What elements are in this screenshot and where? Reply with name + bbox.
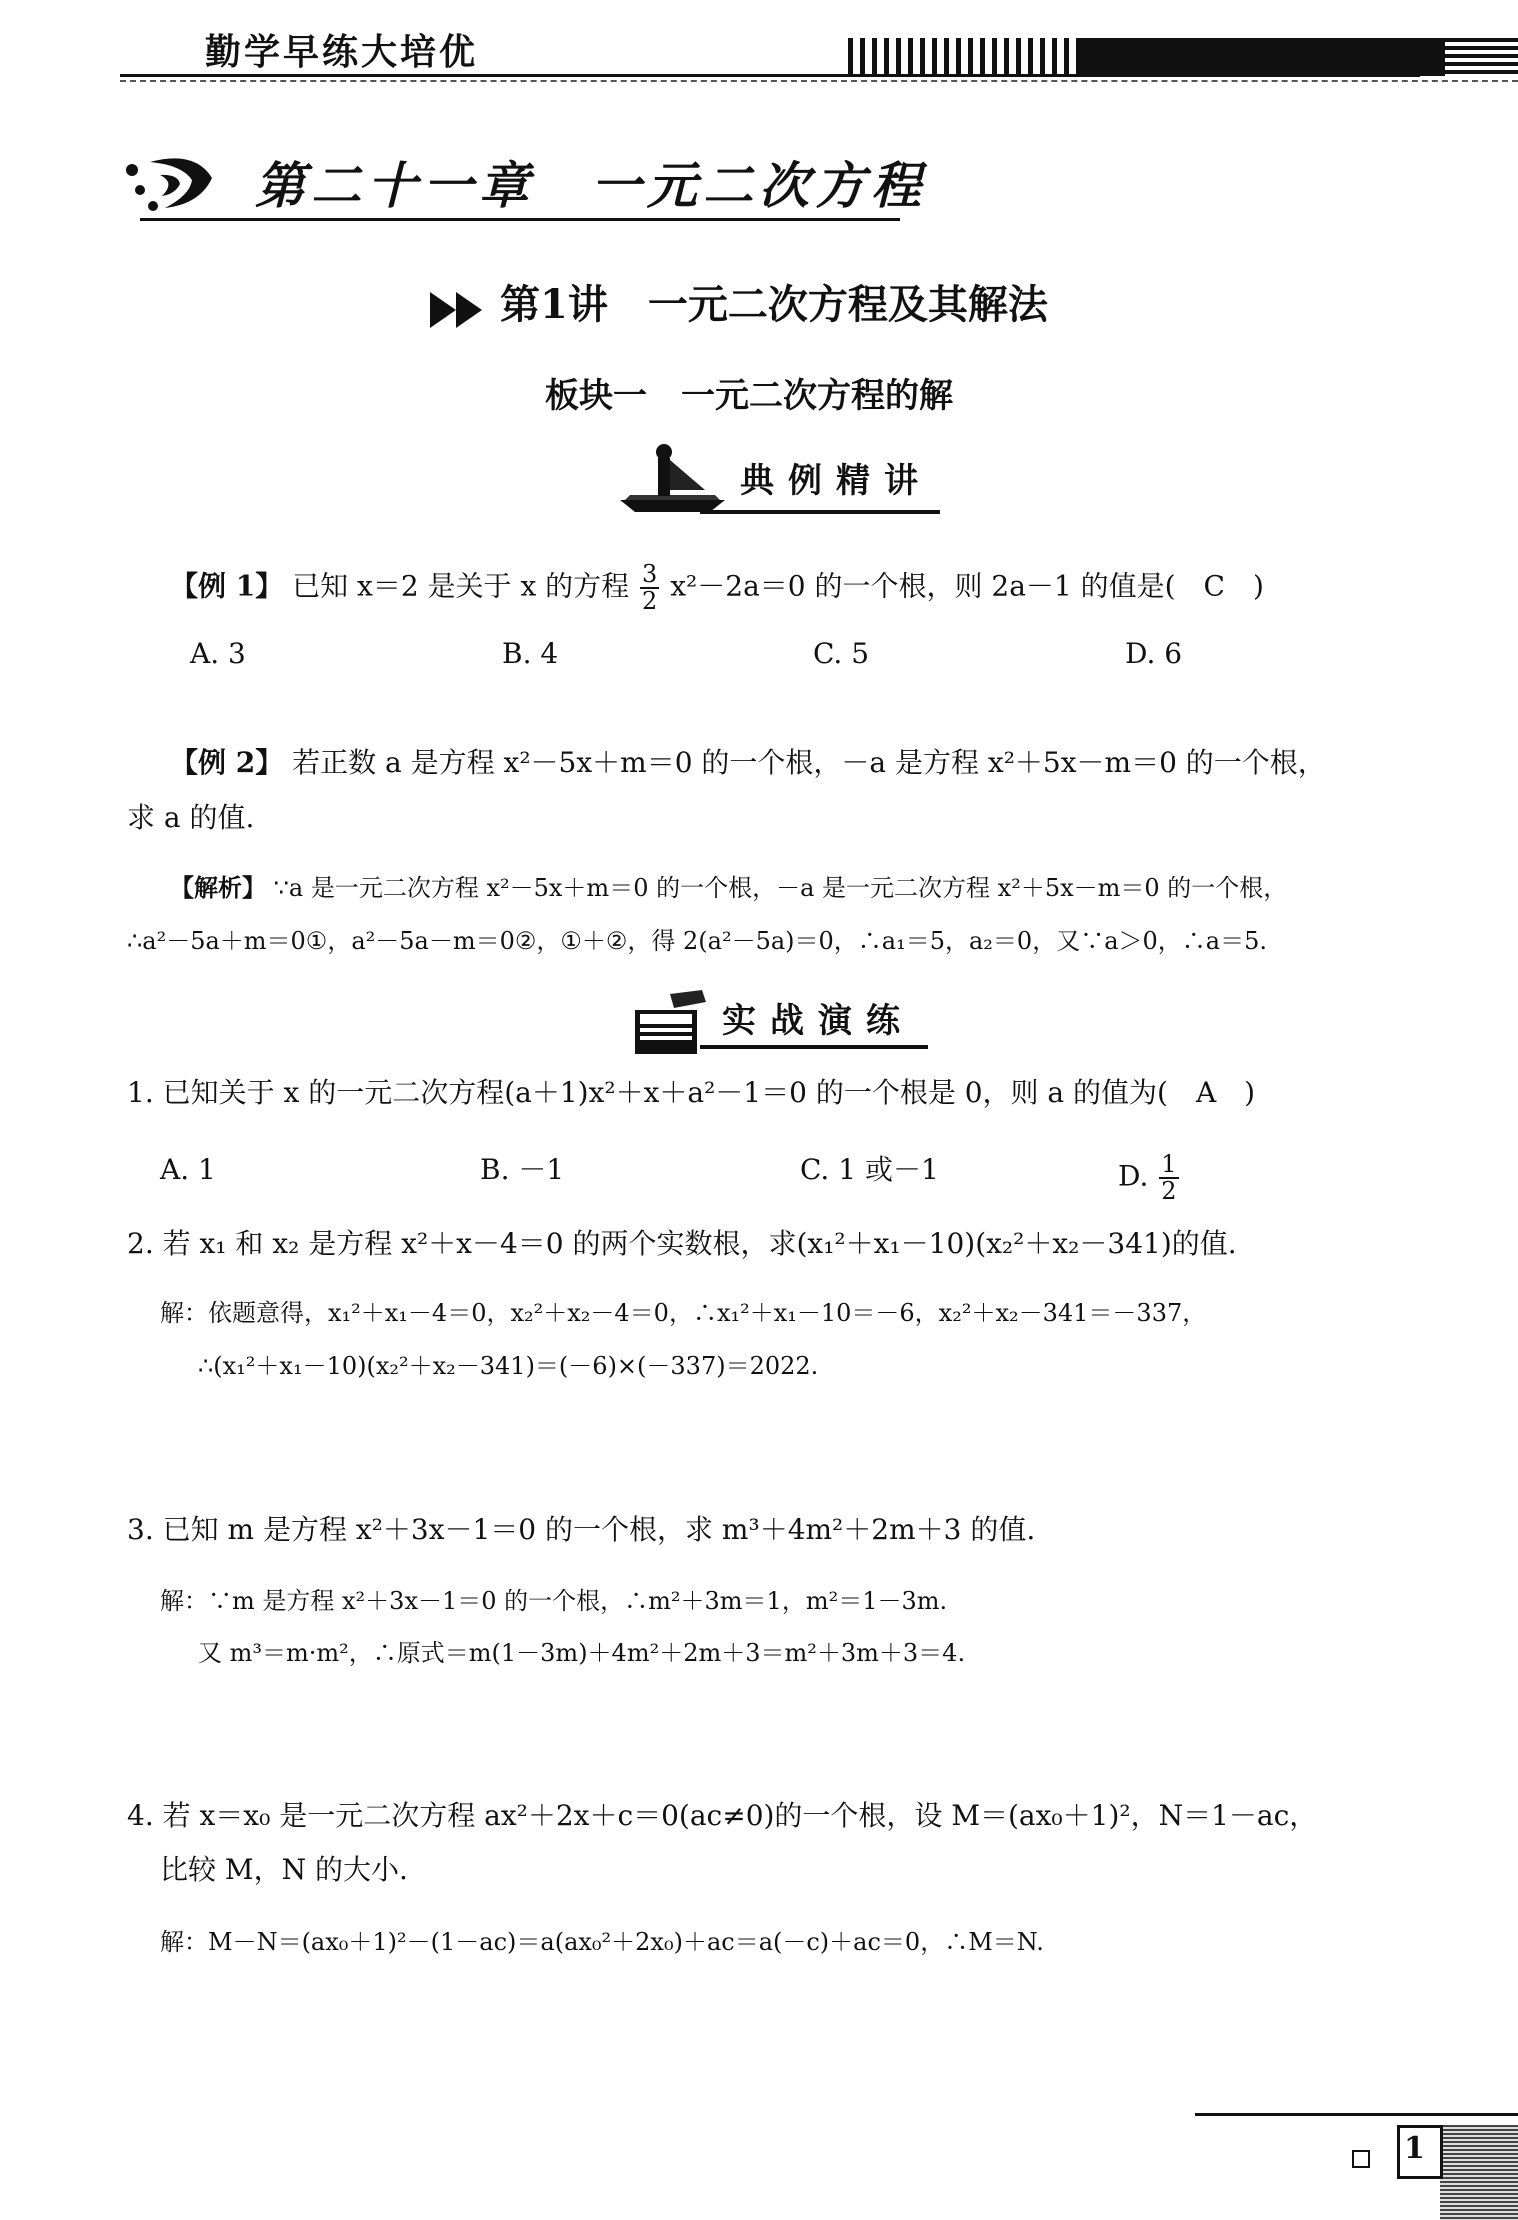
problem1-option-b: B. －1 <box>480 1153 565 1186</box>
header-lines-decoration <box>1445 38 1518 76</box>
problem4-text1: 4. 若 x＝x₀ 是一元二次方程 ax²＋2x＋c＝0(ac≠0)的一个根，设 M＝(ax₀＋1)²，N＝1－ac， <box>127 1799 1318 1832</box>
option-d-label: D. <box>1118 1159 1149 1193</box>
footer-decoration <box>1440 2125 1518 2220</box>
ship-badge-icon <box>620 440 730 515</box>
problem3-text: 3. 已知 m 是方程 x²＋3x－1＝0 的一个根，求 m³＋4m²＋2m＋3 的值. <box>127 1513 1036 1546</box>
problem1-option-c: C. 1 或－1 <box>800 1153 939 1186</box>
chapter-title: 第二十一章 一元二次方程 <box>255 156 927 215</box>
header-dashed-rule <box>120 80 1518 82</box>
analysis-text1: ∵a 是一元二次方程 x²－5x＋m＝0 的一个根，－a 是一元二次方程 x²＋5x－m＝0 的一个根， <box>273 874 1288 902</box>
example2-label: 【例 2】 <box>170 746 284 779</box>
fraction-denominator: 2 <box>642 587 658 616</box>
fraction-numerator: 3 <box>642 560 658 588</box>
example1-fraction <box>640 562 659 614</box>
problem4-text2: 比较 M，N 的大小. <box>160 1853 408 1886</box>
analysis-label: 【解析】 <box>170 873 266 902</box>
header-black-bar <box>1080 38 1450 76</box>
example1-option-b: B. 4 <box>502 637 559 670</box>
example1-label: 【例 1】 <box>170 569 284 603</box>
problem3-solution2: 又 m³＝m·m²，∴原式＝m(1－3m)＋4m²＋2m＋3＝m²＋3m＋3＝4. <box>198 1639 966 1667</box>
section-practice-title: 实战演练 <box>722 1001 914 1041</box>
example2-text1: 若正数 a 是方程 x²－5x＋m＝0 的一个根，－a 是方程 x²＋5x－m＝0 的一个根， <box>292 746 1326 779</box>
example1-option-d: D. 6 <box>1125 637 1183 670</box>
example2-analysis1 <box>170 873 1287 903</box>
example1-line <box>170 562 1264 614</box>
book-badge-icon <box>630 990 708 1060</box>
problem2-solution1: 解：依题意得，x₁²＋x₁－4＝0，x₂²＋x₂－4＝0，∴x₁²＋x₁－10＝－6，x₂²＋x₂－341＝－337， <box>160 1299 1207 1327</box>
section-examples-title: 典例精讲 <box>740 461 932 501</box>
footer-rule <box>1195 2113 1518 2116</box>
option-d-fraction <box>1159 1152 1178 1204</box>
problem2-solution2: ∴(x₁²＋x₁－10)(x₂²＋x₂－341)＝(－6)×(－337)＝2022. <box>198 1352 819 1380</box>
page-number: 1 <box>1404 2131 1425 2166</box>
fraction-denominator: 2 <box>1161 1177 1177 1206</box>
footer-small-square <box>1352 2150 1370 2168</box>
problem3-solution1: 解：∵m 是方程 x²＋3x－1＝0 的一个根，∴m²＋3m＝1，m²＝1－3m. <box>160 1587 948 1615</box>
example1-text-after: x²－2a＝0 的一个根，则 2a－1 的值是( C ) <box>670 569 1264 603</box>
example2-analysis2: ∴a²－5a＋m＝0①，a²－5a－m＝0②，①＋②，得 2(a²－5a)＝0，∴a₁＝5，a₂＝0，又∵a＞0，∴a＝5. <box>127 927 1267 955</box>
example2-line2: 求 a 的值. <box>127 801 255 834</box>
section-examples-underline <box>700 510 940 514</box>
fraction-numerator: 1 <box>1161 1150 1177 1178</box>
problem1-text: 1. 已知关于 x 的一元二次方程(a＋1)x²＋x＋a²－1＝0 的一个根是 0，则 a 的值为( A ) <box>127 1076 1256 1109</box>
block-title: 板块一 一元二次方程的解 <box>545 376 953 416</box>
header-rule <box>120 74 1420 77</box>
example1-option-c: C. 5 <box>813 637 870 670</box>
example2-line1 <box>170 745 1326 780</box>
example1-text-before: 已知 x＝2 是关于 x 的方程 <box>292 569 630 603</box>
problem1-option-a: A. 1 <box>160 1153 216 1186</box>
section-practice-underline <box>700 1045 928 1049</box>
chapter-swirl-icon <box>120 140 220 220</box>
header-title: 勤学早练大培优 <box>205 32 479 73</box>
problem2-text: 2. 若 x₁ 和 x₂ 是方程 x²＋x－4＝0 的两个实数根，求(x₁²＋x₁－10)(x₂²＋x₂－341)的值. <box>127 1227 1237 1260</box>
problem4-solution: 解：M－N＝(ax₀＋1)²－(1－ac)＝a(ax₀²＋2x₀)＋ac＝a(－c)＋ac＝0，∴M＝N. <box>160 1928 1044 1956</box>
chapter-underline <box>140 218 900 221</box>
example1-option-a: A. 3 <box>190 637 246 670</box>
problem1-option-d <box>1118 1152 1181 1204</box>
double-arrow-icon <box>430 290 490 330</box>
lecture-title: 第1讲 一元二次方程及其解法 <box>500 281 1048 328</box>
